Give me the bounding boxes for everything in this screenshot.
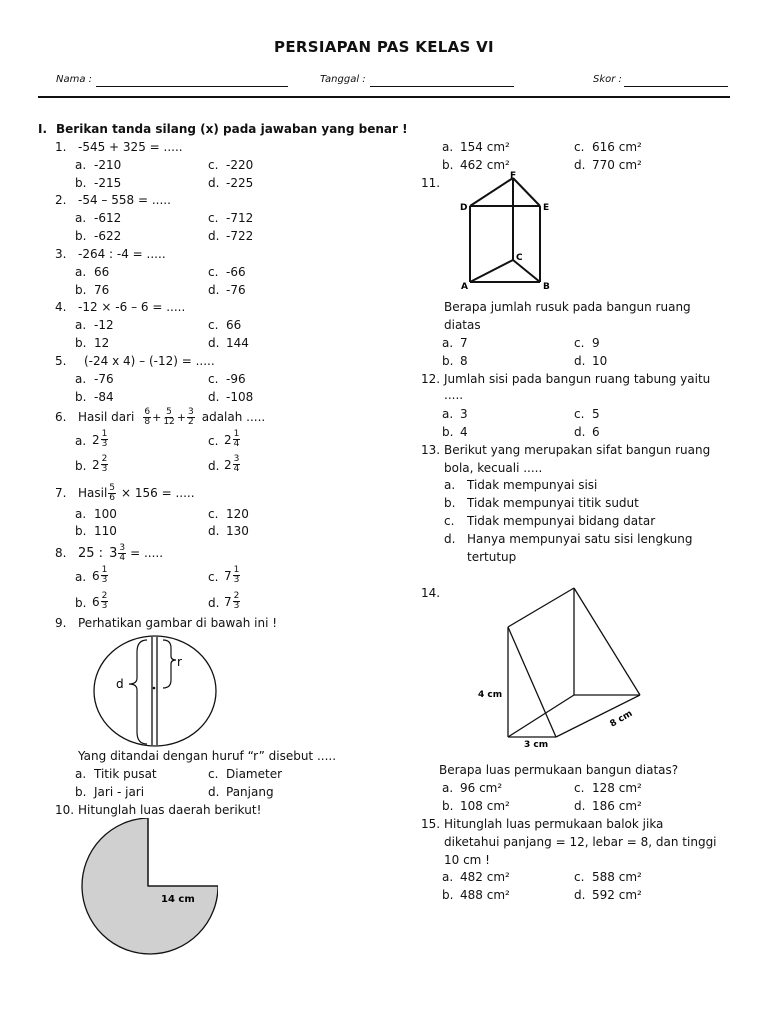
q7-text bbox=[78, 480, 195, 506]
q9-option-a[interactable]: Titik pusat bbox=[94, 767, 157, 781]
q11-vertex-c: C bbox=[516, 253, 523, 263]
q9-option-c-letter[interactable]: c. bbox=[208, 767, 219, 781]
q14-option-d[interactable]: 186 cm² bbox=[592, 799, 642, 813]
section-instruction: Berikan tanda silang (x) pada jawaban yang benar ! bbox=[56, 122, 408, 136]
q1-option-d-letter[interactable]: d. bbox=[208, 176, 220, 190]
q5-option-a[interactable]: -76 bbox=[94, 372, 114, 386]
q6-option-b-letter[interactable]: b. bbox=[75, 459, 87, 473]
q11-option-c[interactable]: 9 bbox=[592, 336, 600, 350]
q10-option-a-letter[interactable]: a. bbox=[442, 140, 454, 154]
q6-suffix: adalah ..... bbox=[201, 410, 266, 424]
q13-option-d-letter[interactable]: d. bbox=[444, 532, 456, 546]
q9-option-b-letter[interactable]: b. bbox=[75, 785, 87, 799]
q11-option-b[interactable]: 8 bbox=[460, 354, 468, 368]
q8-option-c[interactable]: 7 $\frac{1}{3}$ bbox=[224, 565, 240, 585]
q9-option-d-letter[interactable]: d. bbox=[208, 785, 220, 799]
q6-option-a-letter[interactable]: a. bbox=[75, 434, 87, 448]
q14-option-a-letter[interactable]: a. bbox=[442, 781, 454, 795]
q5-option-b-letter[interactable]: b. bbox=[75, 390, 87, 404]
q8-option-d-letter[interactable]: d. bbox=[208, 596, 220, 610]
q4-option-d-letter[interactable]: d. bbox=[208, 336, 220, 350]
q5-text: (-24 x 4) – (-12) = ..... bbox=[84, 354, 215, 368]
q9-option-b[interactable]: Jari - jari bbox=[94, 785, 145, 799]
q4-text: -12 × -6 – 6 = ..... bbox=[78, 300, 186, 314]
q15-text-line3: 10 cm ! bbox=[444, 853, 490, 867]
q3-option-a-letter[interactable]: a. bbox=[75, 265, 87, 279]
q3-option-d-letter[interactable]: d. bbox=[208, 283, 220, 297]
q11-text-line2: diatas bbox=[444, 318, 481, 332]
q7-option-c[interactable]: 120 bbox=[226, 507, 249, 521]
q2-option-b[interactable]: -622 bbox=[94, 229, 122, 243]
q2-option-c-letter[interactable]: c. bbox=[208, 211, 219, 225]
q13-text-line2: bola, kecuali ..... bbox=[444, 461, 543, 475]
q10-label-radius: 14 cm bbox=[161, 894, 195, 905]
q4-option-b[interactable]: 12 bbox=[94, 336, 110, 350]
q14-option-a[interactable]: 96 cm² bbox=[460, 781, 503, 795]
q3-number: 3. bbox=[55, 247, 67, 261]
skor-field[interactable] bbox=[624, 86, 728, 87]
q10-text: Hitunglah luas daerah berikut! bbox=[78, 803, 262, 817]
q10-number: 10. bbox=[55, 803, 75, 817]
q13-option-a[interactable]: Tidak mempunyai sisi bbox=[467, 478, 598, 492]
q2-option-d[interactable]: -722 bbox=[226, 229, 254, 243]
q3-option-a[interactable]: 66 bbox=[94, 265, 110, 279]
q7-option-c-letter[interactable]: c. bbox=[208, 507, 219, 521]
q15-option-c-letter[interactable]: c. bbox=[574, 870, 585, 884]
q7-number: 7. bbox=[55, 486, 67, 500]
q14-option-b-letter[interactable]: b. bbox=[442, 799, 454, 813]
q1-option-b-letter[interactable]: b. bbox=[75, 176, 87, 190]
q7-fraction: $\frac{5}{6}$ bbox=[109, 482, 116, 503]
q15-option-b[interactable]: 488 cm² bbox=[460, 888, 510, 902]
q12-option-b[interactable]: 4 bbox=[460, 425, 468, 439]
q6-text: Hasil dari $\frac{6}{8}$ + $\frac{5}{12}$ + $\frac{3}{2}$ adalah ..... bbox=[78, 406, 266, 427]
q10-option-c[interactable]: 616 cm² bbox=[592, 140, 642, 154]
q10-sector-figure bbox=[78, 818, 218, 958]
nama-label: Nama : bbox=[56, 74, 93, 85]
q15-option-a-letter[interactable]: a. bbox=[442, 870, 454, 884]
q2-option-a[interactable]: -612 bbox=[94, 211, 122, 225]
q5-option-a-letter[interactable]: a. bbox=[75, 372, 87, 386]
q14-option-c[interactable]: 128 cm² bbox=[592, 781, 642, 795]
q7-suffix: × 156 = ..... bbox=[121, 486, 195, 500]
q11-vertex-f: F bbox=[510, 171, 517, 181]
q8-prefix: 25 : bbox=[78, 545, 104, 561]
q7-option-b-letter[interactable]: b. bbox=[75, 524, 87, 538]
q9-text: Perhatikan gambar di bawah ini ! bbox=[78, 616, 278, 630]
q13-option-d[interactable]: Hanya mempunyai satu sisi lengkung bbox=[467, 532, 693, 546]
q3-option-c-letter[interactable]: c. bbox=[208, 265, 219, 279]
q6-option-c-letter[interactable]: c. bbox=[208, 434, 219, 448]
q7-option-d[interactable]: 130 bbox=[226, 524, 249, 538]
q3-option-d[interactable]: -76 bbox=[226, 283, 246, 297]
q11-option-c-letter[interactable]: c. bbox=[574, 336, 585, 350]
page-title: PERSIAPAN PAS KELAS VI bbox=[274, 38, 494, 56]
q4-option-c[interactable]: 66 bbox=[226, 318, 242, 332]
skor-label: Skor : bbox=[593, 74, 622, 85]
q2-number: 2. bbox=[55, 193, 67, 207]
q8-number: 8. bbox=[55, 546, 67, 560]
q12-option-d[interactable]: 6 bbox=[592, 425, 600, 439]
q10-option-c-letter[interactable]: c. bbox=[574, 140, 585, 154]
q13-number: 13. bbox=[421, 443, 441, 457]
q14-option-d-letter[interactable]: d. bbox=[574, 799, 586, 813]
q8-option-a[interactable]: 6 $\frac{1}{3}$ bbox=[92, 565, 108, 585]
q11-text-line1: Berapa jumlah rusuk pada bangun ruang bbox=[444, 300, 691, 314]
q10-option-b-letter[interactable]: b. bbox=[442, 158, 454, 172]
q6-option-c[interactable]: 2 $\frac{1}{4}$ bbox=[224, 429, 240, 449]
q4-option-c-letter[interactable]: c. bbox=[208, 318, 219, 332]
q5-option-c-letter[interactable]: c. bbox=[208, 372, 219, 386]
q3-option-b[interactable]: 76 bbox=[94, 283, 110, 297]
q8-option-c-letter[interactable]: c. bbox=[208, 570, 219, 584]
q14-prism-figure bbox=[474, 585, 644, 750]
q11-vertex-e: E bbox=[543, 203, 550, 213]
q2-option-d-letter[interactable]: d. bbox=[208, 229, 220, 243]
q6-option-b[interactable]: 2 $\frac{2}{3}$ bbox=[92, 454, 108, 474]
q15-option-d[interactable]: 592 cm² bbox=[592, 888, 642, 902]
q13-option-b[interactable]: Tidak mempunyai titik sudut bbox=[467, 496, 639, 510]
q5-option-b[interactable]: -84 bbox=[94, 390, 114, 404]
q13-option-c-letter[interactable]: c. bbox=[444, 514, 455, 528]
q2-option-c[interactable]: -712 bbox=[226, 211, 254, 225]
q5-option-d[interactable]: -108 bbox=[226, 390, 254, 404]
q1-option-a-letter[interactable]: a. bbox=[75, 158, 87, 172]
q6-number: 6. bbox=[55, 410, 67, 424]
q8-suffix: = ..... bbox=[130, 546, 164, 560]
q15-text-line2: diketahui panjang = 12, lebar = 8, dan tinggi bbox=[444, 835, 717, 849]
q6-option-a[interactable]: 2 $\frac{1}{3}$ bbox=[92, 429, 108, 449]
q4-option-b-letter[interactable]: b. bbox=[75, 336, 87, 350]
q1-text: -545 + 325 = ..... bbox=[78, 140, 183, 154]
q9-option-d[interactable]: Panjang bbox=[226, 785, 274, 799]
q11-option-a[interactable]: 7 bbox=[460, 336, 468, 350]
q14-option-b[interactable]: 108 cm² bbox=[460, 799, 510, 813]
nama-field[interactable] bbox=[96, 86, 288, 87]
tanggal-label: Tanggal : bbox=[320, 74, 366, 85]
q7-option-a[interactable]: 100 bbox=[94, 507, 117, 521]
q14-label-length: 8 cm bbox=[608, 708, 635, 730]
q10-option-d[interactable]: 770 cm² bbox=[592, 158, 642, 172]
q8-option-b[interactable]: 6 $\frac{2}{3}$ bbox=[92, 591, 108, 611]
q13-option-c[interactable]: Tidak mempunyai bidang datar bbox=[467, 514, 656, 528]
q6-option-d-letter[interactable]: d. bbox=[208, 459, 220, 473]
q2-option-b-letter[interactable]: b. bbox=[75, 229, 87, 243]
q9-option-a-letter[interactable]: a. bbox=[75, 767, 87, 781]
q11-option-d-letter[interactable]: d. bbox=[574, 354, 586, 368]
header-divider bbox=[38, 96, 730, 98]
q6-fraction-3: $\frac{3}{2}$ bbox=[187, 406, 194, 427]
q13-text-line1: Berikut yang merupakan sifat bangun ruang bbox=[444, 443, 711, 457]
q4-option-d[interactable]: 144 bbox=[226, 336, 249, 350]
q12-option-a[interactable]: 3 bbox=[460, 407, 468, 421]
q1-option-c-letter[interactable]: c. bbox=[208, 158, 219, 172]
q8-text bbox=[78, 540, 163, 566]
q12-text-line1: Jumlah sisi pada bangun ruang tabung yaitu bbox=[444, 372, 711, 386]
q14-option-c-letter[interactable]: c. bbox=[574, 781, 585, 795]
q14-question: Berapa luas permukaan bangun diatas? bbox=[439, 763, 679, 777]
q10-option-b[interactable]: 462 cm² bbox=[460, 158, 510, 172]
q5-option-c[interactable]: -96 bbox=[226, 372, 246, 386]
q12-option-c-letter[interactable]: c. bbox=[574, 407, 585, 421]
q15-option-b-letter[interactable]: b. bbox=[442, 888, 454, 902]
q14-number: 14. bbox=[421, 586, 441, 600]
q7-option-a-letter[interactable]: a. bbox=[75, 507, 87, 521]
q13-option-a-letter[interactable]: a. bbox=[444, 478, 456, 492]
q3-option-c[interactable]: -66 bbox=[226, 265, 246, 279]
q3-option-b-letter[interactable]: b. bbox=[75, 283, 87, 297]
q10-option-a[interactable]: 154 cm² bbox=[460, 140, 510, 154]
section-number: I. bbox=[38, 122, 48, 136]
q4-option-a[interactable]: -12 bbox=[94, 318, 114, 332]
q15-number: 15. bbox=[421, 817, 441, 831]
q13-option-b-letter[interactable]: b. bbox=[444, 496, 456, 510]
q7-option-d-letter[interactable]: d. bbox=[208, 524, 220, 538]
q15-text-line1: Hitunglah luas permukaan balok jika bbox=[444, 817, 664, 831]
q12-number: 12. bbox=[421, 372, 441, 386]
q2-option-a-letter[interactable]: a. bbox=[75, 211, 87, 225]
q14-label-width: 3 cm bbox=[524, 740, 549, 750]
q7-prefix: Hasil bbox=[78, 486, 108, 500]
q11-option-a-letter[interactable]: a. bbox=[442, 336, 454, 350]
q15-option-c[interactable]: 588 cm² bbox=[592, 870, 642, 884]
q8-whole: 3 bbox=[109, 545, 118, 561]
q6-option-d[interactable]: 2 $\frac{3}{4}$ bbox=[224, 454, 240, 474]
q8-option-d[interactable]: 7 $\frac{2}{3}$ bbox=[224, 591, 240, 611]
q6-fraction-2: $\frac{5}{12}$ bbox=[163, 406, 175, 427]
q2-text: -54 – 558 = ..... bbox=[78, 193, 171, 207]
q3-text: -264 : -4 = ..... bbox=[78, 247, 166, 261]
q12-option-c[interactable]: 5 bbox=[592, 407, 600, 421]
q9-label-r: r bbox=[177, 655, 182, 669]
q14-label-height: 4 cm bbox=[478, 690, 503, 700]
q9-label-d: d bbox=[116, 677, 124, 691]
q12-option-a-letter[interactable]: a. bbox=[442, 407, 454, 421]
q11-number: 11. bbox=[421, 176, 441, 190]
q11-prism-figure bbox=[458, 170, 558, 292]
q12-option-d-letter[interactable]: d. bbox=[574, 425, 586, 439]
q1-option-c[interactable]: -220 bbox=[226, 158, 254, 172]
q8-fraction: $\frac{3}{4}$ bbox=[119, 542, 126, 563]
q1-option-d[interactable]: -225 bbox=[226, 176, 254, 190]
q6-fraction-1: $\frac{6}{8}$ bbox=[144, 406, 151, 427]
q1-option-a[interactable]: -210 bbox=[94, 158, 122, 172]
q11-vertex-b: B bbox=[543, 282, 550, 292]
q9-question: Yang ditandai dengan huruf “r” disebut ..... bbox=[78, 749, 337, 763]
q12-option-b-letter[interactable]: b. bbox=[442, 425, 454, 439]
q9-circle-figure bbox=[85, 632, 225, 750]
q11-vertex-d: D bbox=[460, 203, 468, 213]
q11-vertex-a: A bbox=[461, 282, 468, 292]
q11-option-b-letter[interactable]: b. bbox=[442, 354, 454, 368]
q10-option-d-letter[interactable]: d. bbox=[574, 158, 586, 172]
q15-option-a[interactable]: 482 cm² bbox=[460, 870, 510, 884]
q8-option-b-letter[interactable]: b. bbox=[75, 596, 87, 610]
q5-number: 5. bbox=[55, 354, 67, 368]
q8-option-a-letter[interactable]: a. bbox=[75, 570, 87, 584]
q9-number: 9. bbox=[55, 616, 67, 630]
q1-number: 1. bbox=[55, 140, 67, 154]
q4-number: 4. bbox=[55, 300, 67, 314]
q9-option-c[interactable]: Diameter bbox=[226, 767, 283, 781]
q7-option-b[interactable]: 110 bbox=[94, 524, 117, 538]
q5-option-d-letter[interactable]: d. bbox=[208, 390, 220, 404]
q4-option-a-letter[interactable]: a. bbox=[75, 318, 87, 332]
q15-option-d-letter[interactable]: d. bbox=[574, 888, 586, 902]
q6-prefix: Hasil dari bbox=[78, 410, 135, 424]
q13-option-d-line2[interactable]: tertutup bbox=[467, 550, 517, 564]
tanggal-field[interactable] bbox=[370, 86, 514, 87]
q1-option-b[interactable]: -215 bbox=[94, 176, 122, 190]
q11-option-d[interactable]: 10 bbox=[592, 354, 608, 368]
q12-text-line2: ..... bbox=[444, 388, 464, 402]
